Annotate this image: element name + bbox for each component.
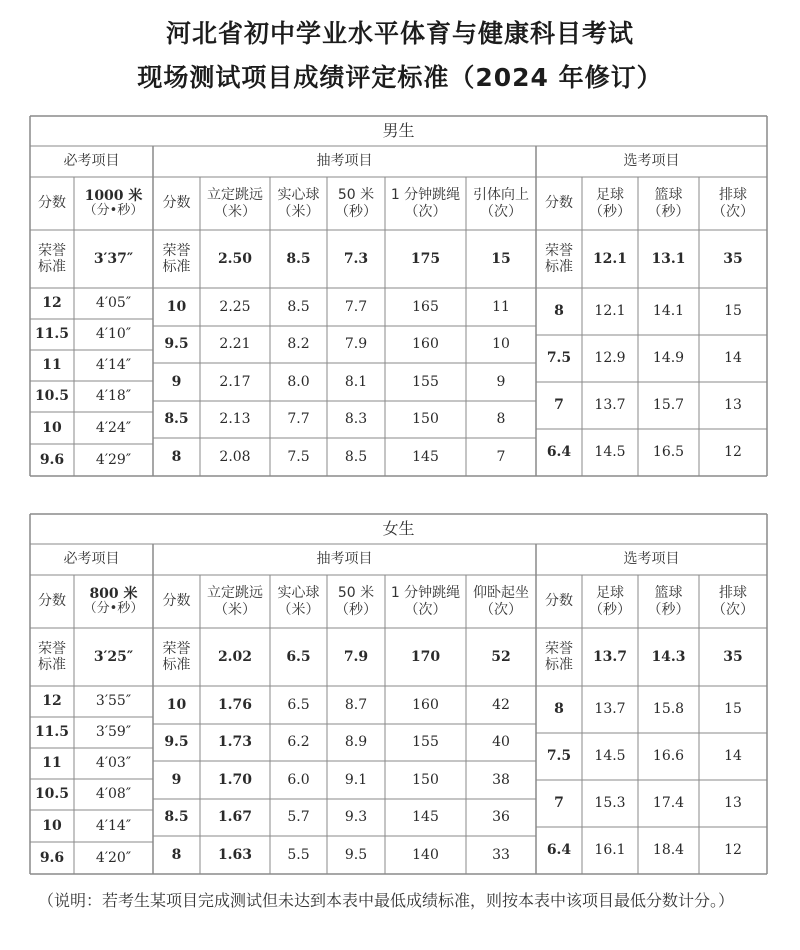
drawn-score-header: 分数 [162,593,191,610]
drawn-honor-value: 7.3 [343,250,369,267]
optional-score-cell: 7 [554,795,564,812]
drawn-score-cell: 8 [171,448,182,465]
drawn-score-cell: 9 [171,373,182,390]
drawn-value-cell: 160 [412,336,439,353]
required-score-cell: 9.6 [39,451,65,468]
required-event-unit: （分•秒） [83,203,144,219]
drawn-event-unit: （米） [277,601,320,618]
drawn-value-cell: 6.5 [287,696,310,713]
drawn-event-unit: （米） [277,203,320,220]
required-value-cell: 4′08″ [95,786,132,803]
drawn-value-cell: 10 [492,336,510,353]
drawn-score-cell: 8.5 [164,809,189,826]
optional-event-header [582,575,638,628]
optional-event-unit: （次） [712,203,754,220]
required-value-cell: 4′14″ [95,357,132,374]
drawn-honor-value: 15 [491,250,511,267]
optional-value-cell: 12 [724,444,742,461]
drawn-score-cell: 9.5 [164,734,189,751]
drawn-value-cell: 2.08 [219,448,251,465]
drawn-event-header [270,177,327,230]
group-optional-header: 选考项目 [623,153,680,170]
drawn-event-name: 1 分钟跳绳 [390,585,461,602]
drawn-value-cell: 8.9 [344,734,368,751]
drawn-value-cell: 2.21 [219,336,251,353]
drawn-value-cell: 1.76 [217,696,253,713]
optional-value-cell: 14.5 [594,748,626,765]
optional-event-unit: （秒） [589,203,631,220]
required-honor-label: 荣誉标准 [38,242,66,275]
optional-event-header [699,177,767,230]
optional-event-name: 篮球 [654,585,683,602]
optional-event-name: 足球 [596,187,624,204]
drawn-event-name: 实心球 [277,585,320,602]
optional-event-name: 足球 [596,585,624,602]
required-score-cell: 11 [42,357,62,374]
drawn-value-cell: 8.3 [344,411,368,428]
required-event-name: 800 米 [89,585,138,602]
optional-score-cell: 6.4 [546,842,572,859]
explanatory-note: （说明：若考生某项目完成测试但未达到本表中最低成绩标准，则按本表中该项目最低分数计分。） [38,891,735,910]
gender-header: 女生 [382,518,415,538]
required-honor-value: 3′25″ [93,648,134,665]
optional-score-cell: 7.5 [546,350,572,367]
drawn-value-cell: 150 [412,771,439,788]
drawn-score-cell: 10 [166,696,187,713]
required-value-cell: 4′05″ [95,295,132,312]
drawn-honor-label: 荣誉标准 [162,640,191,673]
optional-event-name: 篮球 [654,187,683,204]
required-honor-label: 荣誉标准 [38,640,66,673]
optional-event-unit: （秒） [647,203,690,220]
drawn-value-cell: 165 [412,298,439,315]
optional-event-header [699,575,767,628]
optional-event-header [582,177,638,230]
drawn-event-header [200,575,270,628]
required-value-cell: 4′24″ [95,419,132,436]
required-value-cell: 3′59″ [95,724,132,741]
optional-score-header: 分数 [545,593,573,610]
required-score-cell: 10.5 [34,786,70,803]
required-honor-value: 3′37″ [93,250,134,267]
optional-honor-value: 12.1 [592,250,628,267]
required-score-cell: 11.5 [34,724,70,741]
optional-value-cell: 16.1 [594,842,626,859]
optional-honor-value: 13.7 [592,648,628,665]
required-event-name: 1000 米 [84,187,143,204]
optional-value-cell: 14.1 [652,303,685,320]
drawn-value-cell: 6.2 [287,734,310,751]
drawn-value-cell: 8.0 [287,373,310,390]
drawn-value-cell: 42 [492,696,510,713]
drawn-value-cell: 1.70 [217,771,253,788]
optional-value-cell: 18.4 [652,842,685,859]
optional-value-cell: 14.9 [652,350,685,367]
drawn-score-header: 分数 [162,195,191,212]
drawn-event-header [385,575,466,628]
drawn-value-cell: 145 [412,448,439,465]
drawn-value-cell: 140 [412,846,439,863]
required-score-cell: 10 [42,419,62,436]
drawn-honor-value: 2.50 [217,250,253,267]
drawn-event-header [327,177,385,230]
drawn-honor-label: 荣誉标准 [162,242,191,275]
optional-score-cell: 8 [554,303,564,320]
drawn-honor-value: 2.02 [217,648,253,665]
group-required-header: 必考项目 [63,153,120,170]
required-score-cell: 12 [42,295,62,312]
gender-header: 男生 [382,120,415,140]
drawn-value-cell: 7.7 [287,411,310,428]
optional-value-cell: 13 [724,397,742,414]
drawn-score-cell: 9.5 [164,336,189,353]
optional-value-cell: 14 [724,748,742,765]
required-value-cell: 4′20″ [95,849,132,866]
drawn-honor-value: 52 [491,648,511,665]
required-score-cell: 11.5 [34,326,70,343]
drawn-event-header [466,575,536,628]
drawn-event-unit: （次） [480,601,522,618]
drawn-event-name: 1 分钟跳绳 [390,187,461,204]
drawn-value-cell: 38 [492,771,510,788]
optional-value-cell: 16.5 [652,444,685,461]
drawn-event-unit: （秒） [335,203,377,220]
required-score-cell: 9.6 [39,849,65,866]
optional-value-cell: 13.7 [594,701,626,718]
optional-score-cell: 7 [554,397,564,414]
optional-value-cell: 17.4 [652,795,685,812]
drawn-event-header [270,575,327,628]
optional-score-cell: 6.4 [546,444,572,461]
group-required-header: 必考项目 [63,551,120,568]
optional-value-cell: 15.7 [652,397,685,414]
group-drawn-header: 抽考项目 [316,551,373,568]
drawn-value-cell: 8.7 [344,696,368,713]
drawn-event-name: 50 米 [337,187,375,204]
required-score-cell: 11 [42,755,62,772]
optional-honor-value: 13.1 [651,250,686,267]
required-value-cell: 4′10″ [95,326,132,343]
female-standards-table [30,514,767,874]
drawn-event-unit: （次） [404,203,447,220]
drawn-honor-value: 6.5 [286,648,311,665]
required-event-header [74,177,153,230]
drawn-event-header [466,177,536,230]
optional-value-cell: 12 [724,842,742,859]
drawn-value-cell: 2.17 [219,373,251,390]
optional-event-unit: （秒） [589,601,631,618]
drawn-value-cell: 9 [496,373,506,390]
drawn-value-cell: 5.7 [287,809,310,826]
required-event-unit: （分•秒） [83,601,144,617]
drawn-honor-value: 7.9 [343,648,369,665]
required-event-header [74,575,153,628]
drawn-value-cell: 8.5 [344,448,368,465]
drawn-value-cell: 1.63 [217,846,253,863]
drawn-honor-value: 8.5 [286,250,311,267]
optional-event-unit: （次） [712,601,754,618]
optional-value-cell: 12.9 [594,350,626,367]
drawn-value-cell: 9.5 [344,846,368,863]
optional-score-header: 分数 [545,195,573,212]
optional-honor-value: 35 [723,648,743,665]
drawn-event-name: 引体向上 [473,187,529,204]
drawn-value-cell: 6.0 [287,771,310,788]
drawn-value-cell: 2.13 [219,411,251,428]
optional-event-header [638,177,699,230]
optional-score-cell: 7.5 [546,748,572,765]
drawn-event-unit: （次） [404,601,447,618]
required-value-cell: 4′18″ [95,388,132,405]
optional-value-cell: 15 [724,701,742,718]
drawn-event-header [327,575,385,628]
drawn-honor-value: 170 [410,648,441,665]
drawn-value-cell: 9.1 [344,771,368,788]
optional-value-cell: 15.8 [652,701,685,718]
drawn-value-cell: 33 [492,846,510,863]
drawn-event-name: 立定跳远 [207,187,263,204]
drawn-value-cell: 8.2 [287,336,310,353]
drawn-score-cell: 10 [166,298,187,315]
required-score-header: 分数 [38,195,66,212]
group-optional-header: 选考项目 [623,551,680,568]
optional-event-unit: （秒） [647,601,690,618]
drawn-event-header [200,177,270,230]
optional-value-cell: 14 [724,350,742,367]
document-title-line-1: 河北省初中学业水平体育与健康科目考试 [165,19,634,48]
drawn-event-unit: （米） [214,203,256,220]
optional-value-cell: 15 [724,303,742,320]
required-value-cell: 3′55″ [95,693,132,710]
drawn-event-name: 实心球 [277,187,320,204]
drawn-value-cell: 36 [492,809,510,826]
required-value-cell: 4′29″ [95,451,132,468]
drawn-score-cell: 9 [171,771,182,788]
required-score-cell: 10 [42,817,62,834]
optional-event-header [638,575,699,628]
optional-honor-value: 14.3 [651,648,686,665]
drawn-value-cell: 8.1 [344,373,368,390]
drawn-value-cell: 145 [412,809,439,826]
optional-event-name: 排球 [719,187,747,204]
drawn-event-header [385,177,466,230]
drawn-value-cell: 40 [492,734,510,751]
optional-value-cell: 13 [724,795,742,812]
drawn-value-cell: 1.73 [217,734,253,751]
group-drawn-header: 抽考项目 [316,153,373,170]
drawn-value-cell: 150 [412,411,439,428]
optional-value-cell: 12.1 [594,303,626,320]
drawn-value-cell: 7.5 [287,448,310,465]
drawn-honor-value: 175 [410,250,441,267]
drawn-value-cell: 11 [492,298,510,315]
optional-event-name: 排球 [719,585,747,602]
drawn-event-name: 仰卧起坐 [473,585,529,602]
optional-value-cell: 16.6 [652,748,685,765]
drawn-value-cell: 155 [412,373,439,390]
required-score-cell: 10.5 [34,388,70,405]
document-title-line-2: 现场测试项目成绩评定标准（2024 年修订） [137,63,663,92]
drawn-value-cell: 8.5 [287,298,310,315]
male-standards-table [30,116,767,476]
drawn-value-cell: 7 [496,448,506,465]
optional-value-cell: 15.3 [594,795,626,812]
drawn-value-cell: 7.9 [344,336,368,353]
required-value-cell: 4′03″ [95,755,132,772]
drawn-event-unit: （次） [480,203,522,220]
optional-value-cell: 13.7 [594,397,626,414]
drawn-value-cell: 9.3 [344,809,368,826]
drawn-value-cell: 8 [496,411,506,428]
optional-honor-value: 35 [723,250,743,267]
drawn-value-cell: 2.25 [219,298,251,315]
required-value-cell: 4′14″ [95,817,132,834]
drawn-event-unit: （米） [214,601,256,618]
optional-honor-label: 荣誉标准 [545,640,573,673]
required-score-header: 分数 [38,593,66,610]
drawn-score-cell: 8 [171,846,182,863]
required-score-cell: 12 [42,693,62,710]
drawn-value-cell: 1.67 [217,809,253,826]
drawn-event-name: 立定跳远 [207,585,263,602]
optional-value-cell: 14.5 [594,444,626,461]
drawn-value-cell: 5.5 [287,846,310,863]
drawn-value-cell: 155 [412,734,439,751]
optional-honor-label: 荣誉标准 [545,242,573,275]
optional-score-cell: 8 [554,701,564,718]
drawn-score-cell: 8.5 [164,411,189,428]
drawn-value-cell: 160 [412,696,439,713]
drawn-value-cell: 7.7 [344,298,368,315]
drawn-event-name: 50 米 [337,585,375,602]
drawn-event-unit: （秒） [335,601,377,618]
